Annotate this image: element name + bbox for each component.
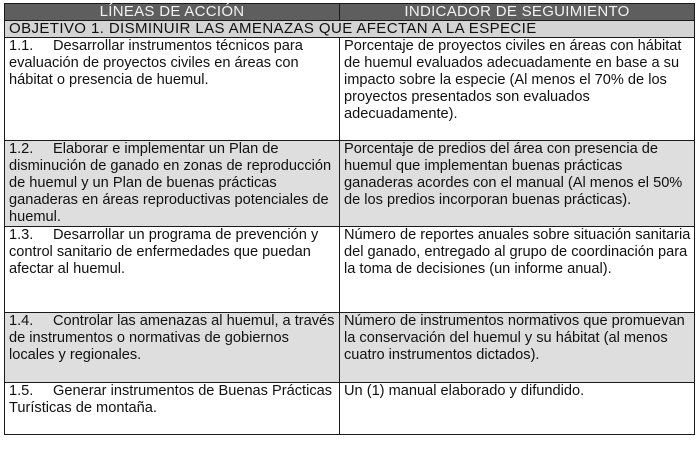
action-text: Desarrollar un programa de prevención y control sanitario de enfermedades que puedan afectar al huemul. [9,227,319,277]
action-number: 1.3. [9,227,34,243]
action-number: 1.4. [9,313,34,329]
action-cell [5,38,340,141]
action-cell [5,141,340,227]
table-row [5,227,695,313]
action-number: 1.1. [9,38,34,54]
action-text: Desarrollar instrumentos técnicos para evaluación de proyectos civiles en áreas con hábitat o presencia de huemul. [9,38,303,88]
table-row [5,38,695,141]
action-cell [5,383,340,435]
indicator-cell: Porcentaje de proyectos civiles en áreas con hábitat de huemul evaluados adecuadamente en base a su impacto sobre la especie (Al menos el 70% de los proyectos presentados son evaluados adecuadamente). [340,38,695,141]
action-cell [5,227,340,313]
action-text: Elaborar e implementar un Plan de disminución de ganado en zonas de reproducción de huemul y un Plan de buenas prácticas ganaderas en áreas reproductivas potenciales de huemul. [9,141,332,225]
indicator-cell: Número de reportes anuales sobre situación sanitaria del ganado, entregado al grupo de coordinación para la toma de decisiones (un informe anual). [340,227,695,313]
table-row [5,141,695,227]
table-header-row [5,4,695,21]
objective-title: OBJETIVO 1. DISMINUIR LAS AMENAZAS QUE AFECTAN A LA ESPECIE [5,21,695,38]
action-number: 1.2. [9,141,34,157]
action-number: 1.5. [9,383,34,399]
objective-row [5,21,695,38]
action-text: Controlar las amenazas al huemul, a través de instrumentos o normativas de gobiernos locales y regionales. [9,313,335,363]
header-indicator: INDICADOR DE SEGUIMIENTO [340,4,695,21]
action-plan-table [4,3,695,435]
indicator-cell: Un (1) manual elaborado y difundido. [340,383,695,435]
action-cell [5,313,340,383]
table-row [5,383,695,435]
header-actions: LÍNEAS DE ACCIÓN [5,4,340,21]
indicator-cell: Porcentaje de predios del área con presencia de huemul que implementan buenas prácticas ganaderas acordes con el manual (Al menos el 50% de los predios incorporan buenas prácticas). [340,141,695,227]
indicator-cell: Número de instrumentos normativos que promuevan la conservación del huemul y su hábitat (al menos cuatro instrumentos dictados). [340,313,695,383]
action-text: Generar instrumentos de Buenas Prácticas Turísticas de montaña. [9,383,333,416]
table-row [5,313,695,383]
